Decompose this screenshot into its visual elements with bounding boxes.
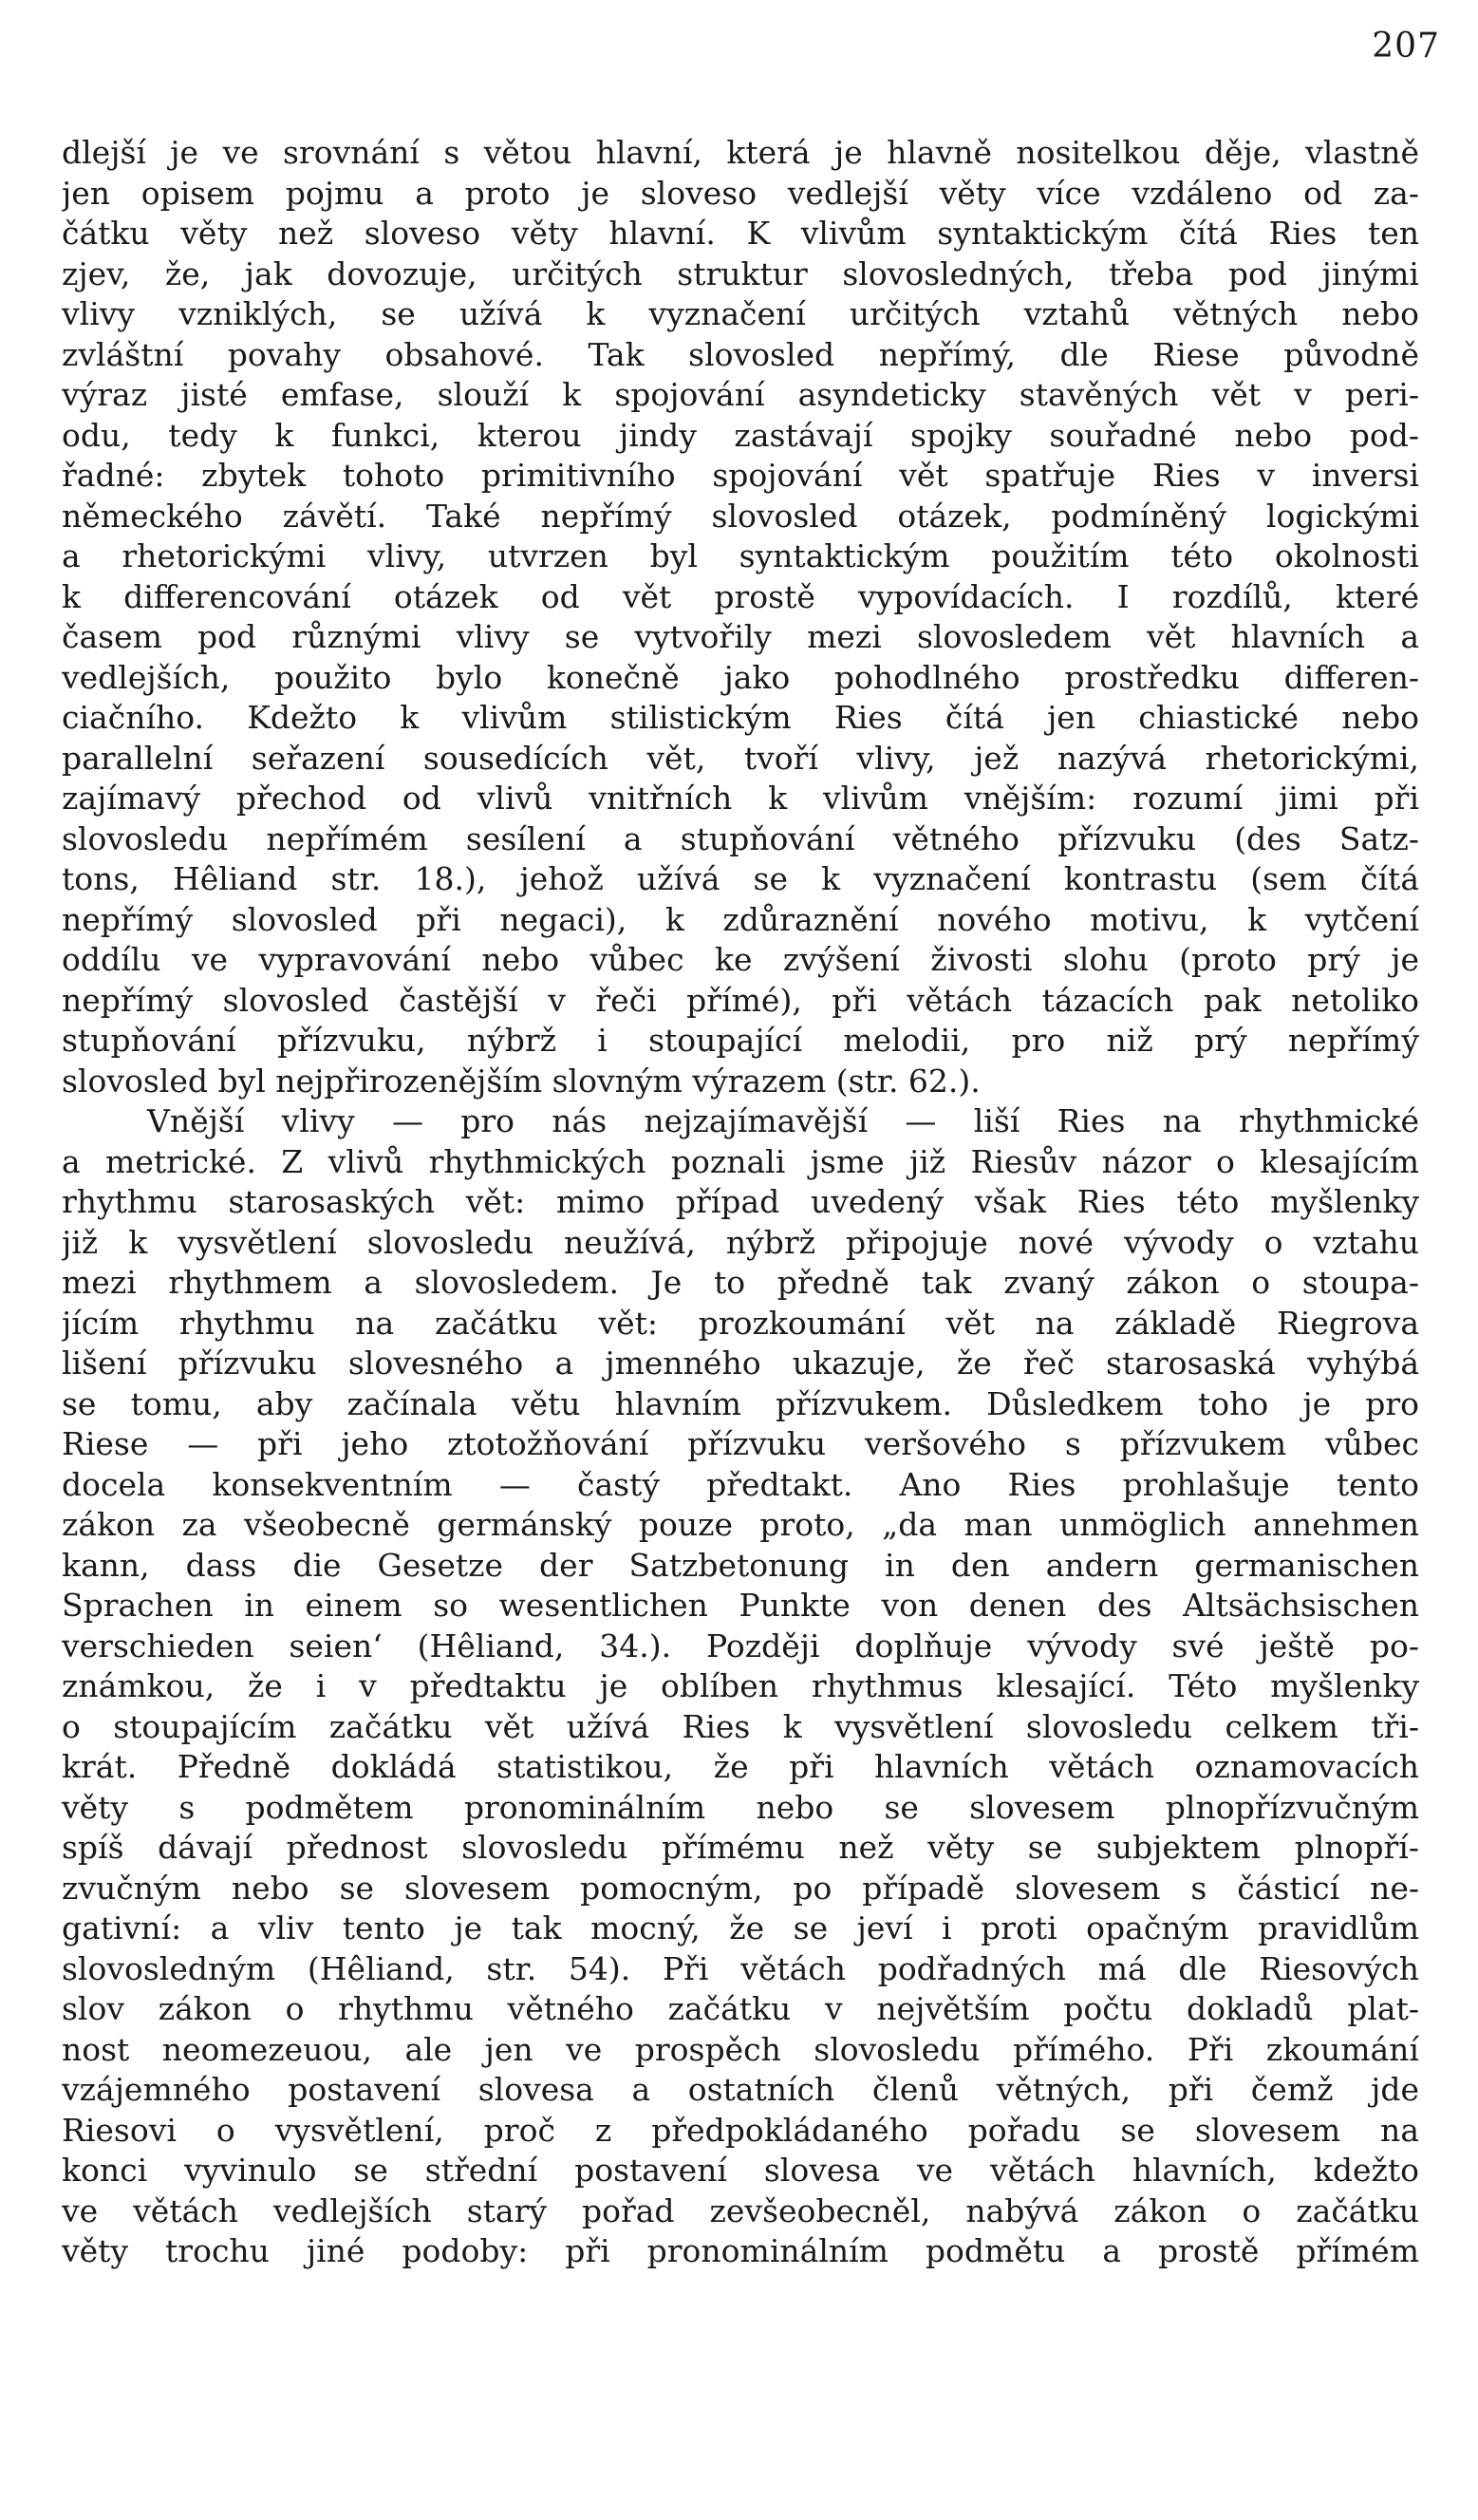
text-line: odu, tedy k funkci, kterou jindy zastávají spojky souřadné nebo pod- <box>62 416 1419 454</box>
text-line: zjev, že, jak dovozuje, určitých struktur slovosledných, třeba pod jinými <box>62 254 1419 292</box>
text-line: oddílu ve vypravování nebo vůbec ke zvýšení živosti slohu (proto prý je <box>62 941 1419 978</box>
text-line: slovosled byl nejpřirozenějším slovným výrazem (str. 62.). <box>62 1062 981 1100</box>
body-text <box>62 133 1419 2272</box>
text-line: verschieden seien‘ (Hêliand, 34.). Později doplňuje vývody své ještě po- <box>62 1627 1419 1664</box>
text-line: Riese — při jeho ztotožňování přízvuku veršového s přízvukem vůbec <box>62 1425 1419 1462</box>
text-line: Sprachen in einem so wesentlichen Punkte von denen des Altsächsischen <box>62 1587 1419 1624</box>
text-line: parallelní seřazení sousedících vět, tvoří vlivy, jež nazývá rhetorickými, <box>62 739 1419 777</box>
text-line: se tomu, aby začínala větu hlavním přízvukem. Důsledkem toho je pro <box>62 1384 1419 1422</box>
text-line: známkou, že i v předtaktu je oblíben rhythmus klesající. Této myšlenky <box>62 1667 1419 1704</box>
text-line: výraz jisté emfase, slouží k spojování asyndeticky stavěných vět v peri- <box>62 376 1419 413</box>
text-line: zvláštní povahy obsahové. Tak slovosled nepřímý, dle Riese původně <box>62 335 1419 373</box>
text-line: krát. Předně dokládá statistikou, že při hlavních větách oznamovacích <box>62 1748 1419 1785</box>
text-line: jen opisem pojmu a proto je sloveso vedlejší věty více vzdáleno od za- <box>62 174 1419 212</box>
text-line: vedlejších, použito bylo konečně jako pohodlného prostředku differen- <box>62 658 1419 696</box>
text-line: slovosledným (Hêliand, str. 54). Při větách podřadných má dle Riesových <box>62 1949 1419 1987</box>
text-line: čátku věty než sloveso věty hlavní. K vlivům syntaktickým čítá Ries ten <box>62 215 1419 252</box>
text-line: vzájemného postavení slovesa a ostatních členů větných, při čemž jde <box>62 2071 1419 2108</box>
text-line: věty s podmětem pronominálním nebo se slovesem plnopřízvučným <box>62 1788 1419 1826</box>
text-line: spíš dávají přednost slovosledu přímému než věty se subjektem plnopří- <box>62 1829 1419 1866</box>
text-line: mezi rhythmem a slovosledem. Je to předně tak zvaný zákon o stoupa- <box>62 1264 1419 1301</box>
text-line: a rhetorickými vlivy, utvrzen byl syntaktickým použitím této okolnosti <box>62 537 1419 574</box>
text-line: a metrické. Z vlivů rhythmických poznali jsme již Riesův názor o klesajícím <box>62 1142 1419 1180</box>
text-line: gativní: a vliv tento je tak mocný, že se jeví i proti opačným pravidlům <box>62 1909 1419 1946</box>
text-line: tons, Hêliand str. 18.), jehož užívá se k vyznačení kontrastu (sem čítá <box>62 860 1419 897</box>
text-line: Riesovi o vysvětlení, proč z předpokládaného pořadu se slovesem na <box>62 2111 1419 2149</box>
text-line: zajímavý přechod od vlivů vnitřních k vlivům vnějším: rozumí jimi při <box>62 780 1419 817</box>
text-line: rhythmu starosaských vět: mimo případ uvedený však Ries této myšlenky <box>62 1183 1419 1220</box>
text-line: zákon za všeobecně germánský pouze proto, „da man unmöglich annehmen <box>62 1506 1419 1543</box>
text-line: řadné: zbytek tohoto primitivního spojování vět spatřuje Ries v inversi <box>62 457 1419 494</box>
text-line: německého závětí. Také nepřímý slovosled otázek, podmíněný logickými <box>62 497 1419 535</box>
text-line: dlejší je ve srovnání s větou hlavní, která je hlavně nositelkou děje, vlastně <box>62 134 1419 171</box>
text-line: nepřímý slovosled častější v řeči přímé), při větách tázacích pak netoliko <box>62 981 1419 1019</box>
text-line: již k vysvětlení slovosledu neužívá, nýbrž připojuje nové vývody o vztahu <box>62 1223 1419 1261</box>
text-line: stupňování přízvuku, nýbrž i stoupající melodii, pro niž prý nepřímý <box>62 1022 1419 1059</box>
text-line: slovosledu nepřímém sesílení a stupňování větného přízvuku (des Satz- <box>62 819 1419 857</box>
text-line: ciačního. Kdežto k vlivům stilistickým Ries čítá jen chiastické nebo <box>62 699 1419 736</box>
text-line: lišení přízvuku slovesného a jmenného ukazuje, že řeč starosaská vyhýbá <box>62 1345 1419 1382</box>
text-line: kann, dass die Gesetze der Satzbetonung in den andern germanischen <box>62 1546 1419 1584</box>
text-line: k differencování otázek od vět prostě vypovídacích. I rozdílů, které <box>62 577 1419 615</box>
text-line: konci vyvinulo se střední postavení slovesa ve větách hlavních, kdežto <box>62 2152 1419 2189</box>
text-line: vlivy vzniklých, se užívá k vyznačení určitých vztahů větných nebo <box>62 295 1419 332</box>
text-line: ve větách vedlejších starý pořad zevšeobecněl, nabývá zákon o začátku <box>62 2191 1419 2229</box>
text-line: nepřímý slovosled při negaci), k zdůraznění nového motivu, k vytčení <box>62 900 1419 938</box>
text-line: docela konsekventním — častý předtakt. Ano Ries prohlašuje tento <box>62 1465 1419 1503</box>
text-line: o stoupajícím začátku vět užívá Ries k vysvětlení slovosledu celkem tři- <box>62 1707 1419 1745</box>
text-line: časem pod různými vlivy se vytvořily mezi slovosledem vět hlavních a <box>62 618 1419 655</box>
page-number: 207 <box>1372 27 1440 66</box>
text-line: jícím rhythmu na začátku vět: prozkoumání vět na základě Riegrova <box>62 1304 1419 1342</box>
paragraph-first-line: Vnější vlivy — pro nás nejzajímavější — liší Ries na rhythmické <box>147 1102 1419 1139</box>
text-line: slov zákon o rhythmu větného začátku v největším počtu dokladů plat- <box>62 1990 1419 2027</box>
text-line: zvučným nebo se slovesem pomocným, po případě slovesem s částicí ne- <box>62 1869 1419 1907</box>
text-line: věty trochu jiné podoby: při pronominálním podmětu a prostě přímém <box>62 2232 1419 2269</box>
text-line: nost neomezeuou, ale jen ve prospěch slovosledu přímého. Při zkoumání <box>62 2030 1419 2068</box>
